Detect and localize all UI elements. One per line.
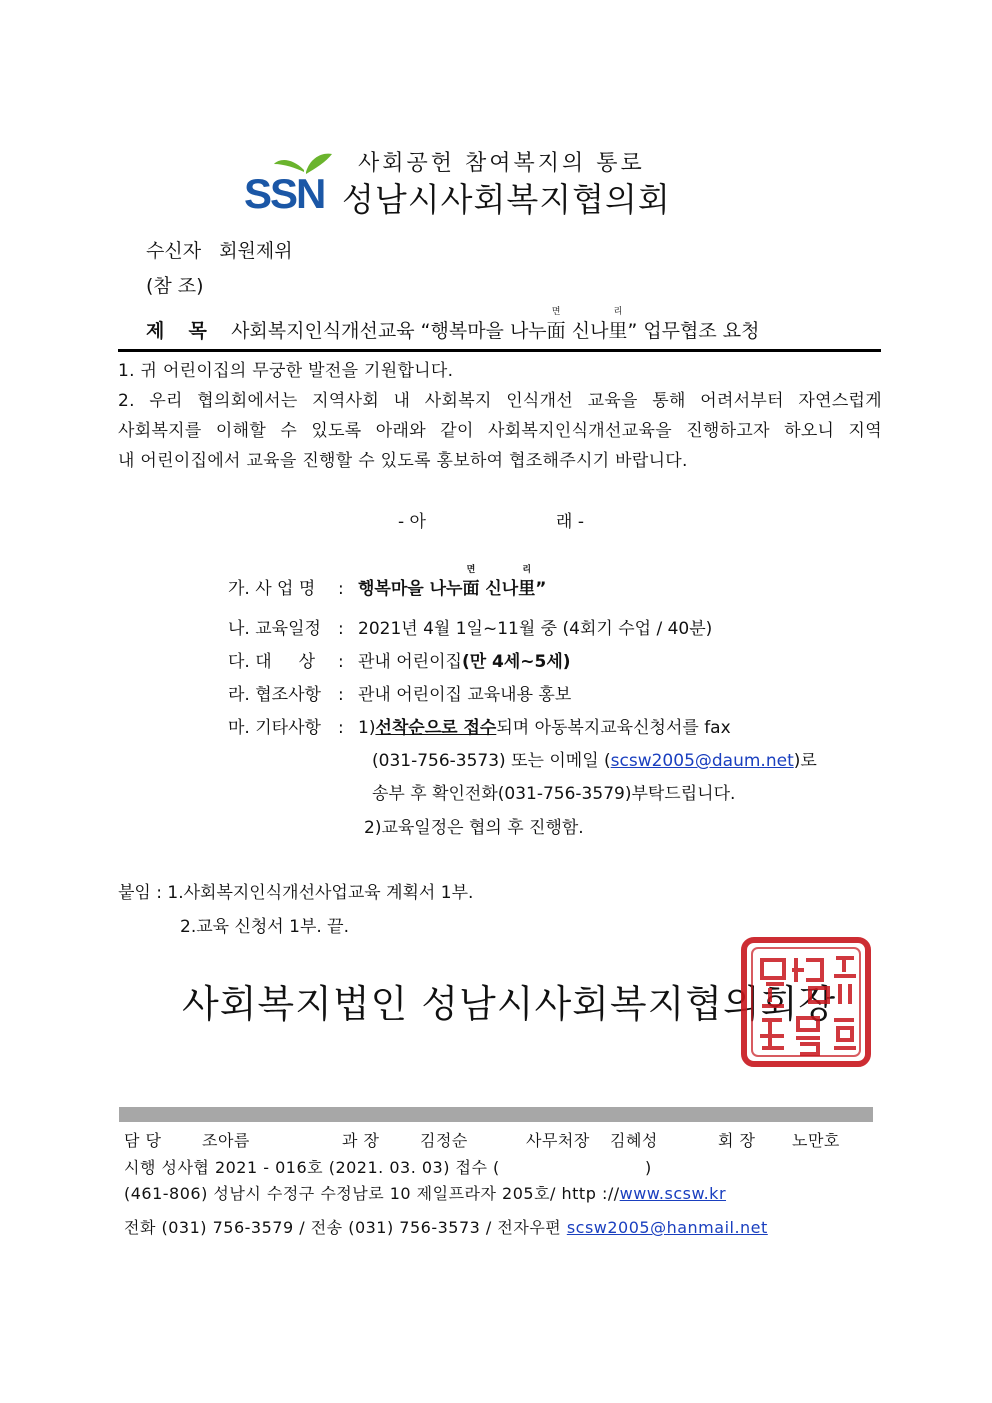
- subject-label-1: 제: [146, 320, 165, 342]
- notice-left: - 아: [398, 512, 426, 532]
- attachment-2: 2.교육 신청서 1부. 끝.: [180, 917, 350, 937]
- ssn-logo: [244, 150, 336, 214]
- org-title: 성남시사회복지협의회: [342, 180, 671, 219]
- official-seal-icon: [740, 936, 872, 1068]
- item-na-key: 나. 교육일정: [228, 619, 321, 639]
- footer-bar: [119, 1107, 873, 1122]
- subject-ruby-2: 리 里: [608, 307, 628, 342]
- hanmail-email-link[interactable]: scsw2005@hanmail.net: [566, 1218, 768, 1237]
- item-ma-line-2: (031-756-3573) 또는 이메일 (scsw2005@daum.net)로: [372, 751, 817, 771]
- item-ga: 가. 사 업 명 : 행복마을 나누 면 面 신나 리 里”: [228, 565, 547, 599]
- staff-name-4: 노만호: [792, 1131, 840, 1150]
- staff-name-3: 김혜성: [610, 1131, 658, 1150]
- reference-row: [146, 271, 204, 298]
- attachment-1: 붙임 : 1.사회복지인식개선사업교육 계획서 1부.: [118, 883, 474, 903]
- item-da-value: 관내 어린이집: [358, 652, 462, 672]
- contact-line: 전화 (031) 756-3579 / 전송 (031) 756-3573 / 전자우편 scsw2005@hanmail.net: [124, 1218, 768, 1237]
- attachment-label: 붙임 :: [118, 883, 162, 903]
- item-ga-value: 행복마을 나누 면 面 신나 리 里”: [358, 565, 547, 599]
- item-ma: 마. 기타사항 : 1)선착순으로 접수되며 아동복지교육신청서를 fax: [228, 713, 731, 738]
- logo-text: SSN: [244, 170, 325, 214]
- staff-label-4: 회 장: [718, 1131, 756, 1150]
- subject-label-2: 목: [188, 320, 207, 342]
- recipient-value: 회원제위: [219, 240, 293, 262]
- item-ma-line-4: 2)교육일정은 협의 후 진행함.: [364, 818, 584, 838]
- item-ra: 라. 협조사항 : 관내 어린이집 교육내용 홍보: [228, 680, 571, 705]
- address-line: (461-806) 성남시 수정구 수정남로 10 제일프라자 205호/ http ://www.scsw.kr: [124, 1184, 727, 1203]
- item-ma-key: 마. 기타사항: [228, 718, 321, 738]
- recipient-label: 수신자: [146, 240, 202, 262]
- item-da-value-bold: (만 4세~5세): [461, 652, 571, 672]
- reference-label: (참 조): [146, 275, 204, 297]
- staff-label-3: 사무처장: [526, 1131, 590, 1150]
- staff-label-2: 과 장: [342, 1131, 380, 1150]
- notice-right: 래 -: [556, 512, 584, 532]
- item-na-value: 2021년 4월 1일~11월 중 (4회기 수업 / 40분): [358, 619, 713, 639]
- subject-row: [146, 307, 760, 343]
- subject-ruby-1: 면 面: [546, 307, 566, 342]
- paragraph-2-line-1: 2. 우리 협의회에서는 지역사회 내 사회복지 인식개선 교육을 통해 어려서부터 자연스럽게: [118, 391, 882, 411]
- staff-label-1: 담 당: [124, 1131, 162, 1150]
- staff-name-2: 김정순: [420, 1131, 468, 1150]
- item-ra-value: 관내 어린이집 교육내용 홍보: [358, 685, 572, 705]
- item-da-key: 다. 대 상: [228, 652, 316, 672]
- paragraph-2-line-2: 사회복지를 이해할 수 있도록 아래와 같이 사회복지인식개선교육을 진행하고자 하오니 지역: [118, 421, 882, 441]
- item-da: 다. 대 상 : 관내 어린이집(만 4세~5세): [228, 647, 571, 672]
- staff-name-1: 조아름: [202, 1131, 250, 1150]
- first-come-notice: 선착순으로 접수: [375, 718, 497, 738]
- recipient-row: [146, 236, 293, 263]
- subject-divider: [118, 349, 881, 352]
- doc-number-line: 시행 성사협 2021 - 016호 (2021. 03. 03) 접수 ( ): [124, 1158, 652, 1177]
- item-na: 나. 교육일정 : 2021년 4월 1일~11월 중 (4회기 수업 / 40분): [228, 614, 712, 639]
- daum-email-link[interactable]: scsw2005@daum.net: [610, 751, 794, 771]
- slogan: 사회공헌 참여복지의 통로: [358, 151, 645, 176]
- item-ra-key: 라. 협조사항: [228, 685, 321, 705]
- item-ga-key: 가. 사 업 명: [228, 579, 316, 599]
- website-link[interactable]: www.scsw.kr: [619, 1184, 727, 1203]
- item-ma-line-3: 송부 후 확인전화(031-756-3579)부탁드립니다.: [372, 784, 736, 804]
- paragraph-1: 1. 귀 어린이집의 무궁한 발전을 기원합니다.: [118, 361, 454, 381]
- paragraph-2-line-3: 내 어린이집에서 교육을 진행할 수 있도록 홍보하여 협조해주시기 바랍니다.: [118, 451, 688, 471]
- signature-line: 사회복지법인 성남시사회복지협의회장: [182, 982, 837, 1026]
- subject-text: 사회복지인식개선교육 “행복마을 나누 면 面 신나 리 里” 업무협조 요청: [231, 307, 760, 342]
